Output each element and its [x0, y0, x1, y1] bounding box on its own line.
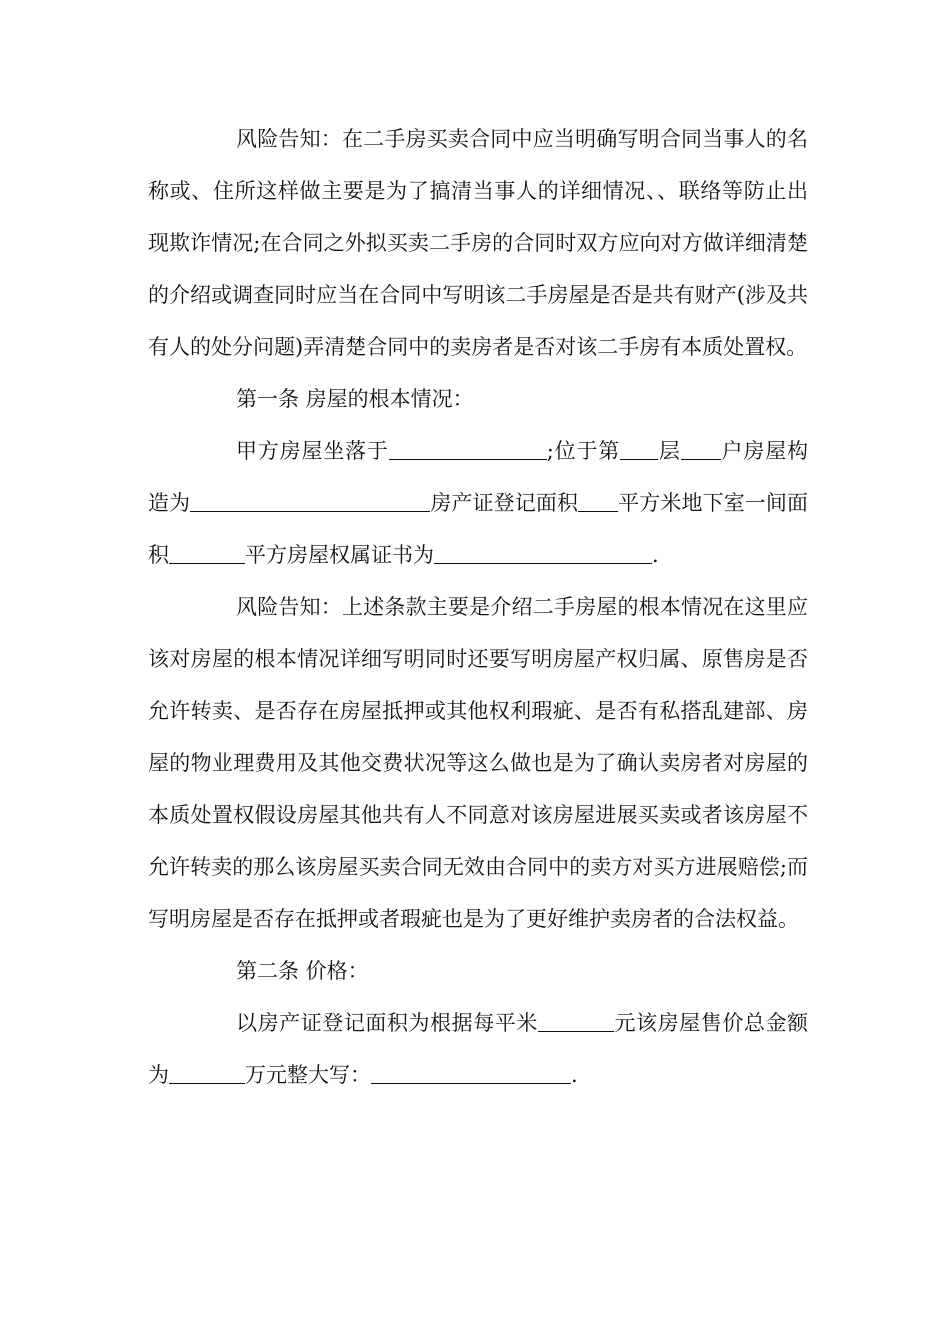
article-1-heading: 第一条 房屋的根本情况：: [236, 387, 474, 411]
document-body: [148, 113, 808, 1101]
risk-notice-paragraph-1: 风险告知：在二手房买卖合同中应当明确写明合同当事人的名称或、住所这样做主要是为了搞清当事人的详细情况、、联络等防止出现欺诈情况;在合同之外拟买卖二手房的合同时双方应向对方做详细清楚的介绍或调查同时应当在合同中写明该二手房屋是否是共有财产(涉及共有人的处分问题)弄清楚合同中的卖房者是否对该二手房有本质处置权。: [148, 127, 808, 359]
text-segment: 平方米地下室一间面积: [148, 491, 809, 567]
text-segment: 甲方房屋坐落于: [236, 439, 389, 463]
text-segment: 户房屋构造为: [148, 439, 809, 515]
structure-blank: [190, 489, 430, 512]
unit-blank: [681, 437, 721, 460]
text-segment: 平方房屋权属证书为: [245, 543, 434, 567]
text-segment: 万元整大写：: [245, 1063, 371, 1087]
unit-price-blank: [538, 1009, 614, 1032]
article-2-heading: 第二条 价格：: [236, 959, 369, 983]
location-blank: [389, 437, 547, 460]
floor-blank: [620, 437, 658, 460]
text-segment: ;位于第: [546, 439, 621, 463]
basement-area-blank: [169, 541, 245, 564]
article-2-body: [148, 997, 808, 1101]
amount-in-words-blank: [371, 1061, 571, 1084]
certificate-blank: [434, 541, 652, 564]
risk-notice-paragraph-2: 风险告知：上述条款主要是介绍二手房屋的根本情况在这里应该对房屋的根本情况详细写明同时还要写明房屋产权归属、原售房是否允许转卖、是否存在房屋抵押或其他权利瑕疵、是否有私搭乱建部、房屋的物业理费用及其他交费状况等这么做也是为了确认卖房者对房屋的本质处置权假设房屋其他共有人不同意对该房屋进展买卖或者该房屋不允许转卖的那么该房屋买卖合同无效由合同中的卖方对买方进展赔偿;而写明房屋是否存在抵押或者瑕疵也是为了更好维护卖房者的合法权益。: [148, 595, 808, 931]
registered-area-blank: [578, 489, 618, 512]
article-1-body: [148, 425, 808, 581]
text-segment: 元该房屋售价总金额为: [148, 1011, 809, 1087]
text-segment: 层: [658, 439, 681, 463]
text-segment: .: [652, 543, 659, 567]
total-price-blank: [169, 1061, 245, 1084]
text-segment: .: [571, 1063, 578, 1087]
text-segment: 房产证登记面积: [430, 491, 579, 515]
text-segment: 以房产证登记面积为根据每平米: [236, 1011, 538, 1035]
